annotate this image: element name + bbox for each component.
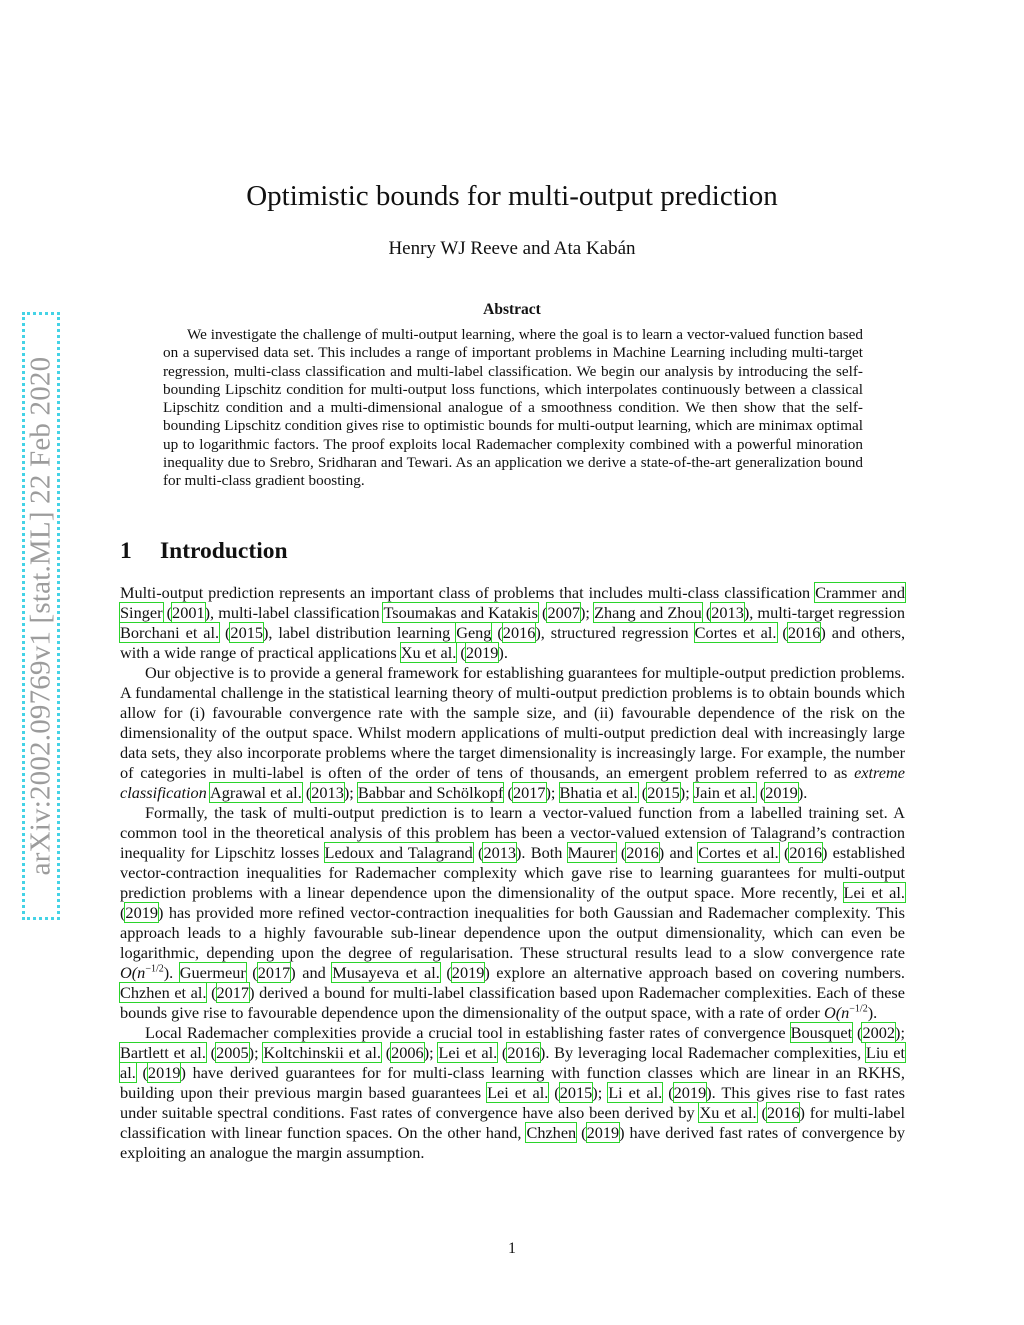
- paragraph-3: Formally, the task of multi-output prediction is to learn a vector-valued function from a labelled training set. A common tool in the theoretical analysis of this problem has been a vector-valued extension of Talagrand’s contraction inequality for Lipschitz losses Ledoux and Talagrand (2013). Both Maurer (2016) and Cortes et al. (2016) established vector-contraction inequalities for Rademacher complexity which gave rise to learning guarantees for multi-output prediction problems with a linear dependence upon the dimensionality of the output space. More recently, Lei et al. (2019) has provided more refined vector-contraction inequalities for both Gaussian and Rademacher complexity. This approach leads to a highly favourable sub-linear dependence upon the output dimensionality, which can even be logarithmic, depending upon the degree of regularisation. These structural results lead to a slow convergence rate $O(n^{-1/2})$. Guermeur (2017) and Musayeva et al. (2019) explore an alternative approach based on covering numbers. Chzhen et al. (2017) derived a bound for multi-label classification based upon Rademacher complexities. Each of these bounds give rise to favourable dependence upon the dimensionality of the output space, with a rate of order $O(n^{-1/2})$.: [120, 803, 906, 1022]
- abstract-heading: Abstract: [483, 301, 541, 318]
- citation-link[interactable]: Liu et al.: [120, 1043, 906, 1082]
- citation-link[interactable]: Bousquet: [790, 1023, 853, 1042]
- citation-year-link[interactable]: 2015: [230, 623, 263, 642]
- citation-link[interactable]: Lei et al.: [843, 883, 905, 902]
- citation-link[interactable]: Xu et al.: [699, 1103, 757, 1122]
- citation-year-link[interactable]: 2001: [172, 603, 205, 622]
- citation-year-link[interactable]: 2005: [216, 1043, 249, 1062]
- citation-year-link[interactable]: 2015: [647, 783, 680, 802]
- page-number: 1: [508, 1240, 516, 1257]
- citation-link[interactable]: Cortes et al.: [698, 843, 779, 862]
- citation-link[interactable]: Koltchinskii et al.: [263, 1043, 381, 1062]
- introduction-body: [120, 583, 905, 1163]
- citation-year-link[interactable]: 2007: [547, 603, 581, 622]
- citation-link[interactable]: Tsoumakas and Katakis: [383, 603, 538, 622]
- citation-year-link[interactable]: 2017: [216, 983, 250, 1002]
- paper-title: Optimistic bounds for multi-output prediction: [246, 180, 778, 212]
- citation-link[interactable]: Crammer and Singer: [120, 583, 905, 622]
- citation-link[interactable]: Maurer: [567, 843, 616, 862]
- citation-link[interactable]: Jain et al.: [693, 783, 756, 802]
- citation-link[interactable]: Bhatia et al.: [559, 783, 638, 802]
- math-rate: O(n: [823, 1003, 850, 1022]
- citation-year-link[interactable]: 2019: [465, 643, 499, 662]
- citation-year-link[interactable]: 2019: [765, 783, 798, 802]
- citation-link[interactable]: Borchani et al.: [120, 623, 220, 642]
- citation-year-link[interactable]: 2013: [311, 783, 344, 802]
- citation-link[interactable]: Xu et al.: [400, 643, 457, 662]
- citation-link[interactable]: Guermeur: [179, 963, 246, 982]
- citation-year-link[interactable]: 2019: [673, 1083, 707, 1102]
- citation-link[interactable]: Agrawal et al.: [210, 783, 302, 802]
- citation-year-link[interactable]: 2002: [862, 1023, 896, 1042]
- citation-year-link[interactable]: 2019: [147, 1063, 181, 1082]
- arxiv-identifier: [22, 312, 60, 920]
- citation-link[interactable]: Lei et al.: [487, 1083, 549, 1102]
- citation-link[interactable]: Bartlett et al.: [120, 1043, 206, 1062]
- citation-link[interactable]: Geng: [456, 623, 492, 642]
- citation-link[interactable]: Ledoux and Talagrand: [324, 843, 473, 862]
- citation-link[interactable]: Musayeva et al.: [332, 963, 440, 982]
- citation-link[interactable]: Chzhen et al.: [120, 983, 207, 1002]
- paper-authors: Henry WJ Reeve and Ata Kabán: [388, 238, 636, 259]
- citation-year-link[interactable]: 2016: [766, 1103, 800, 1122]
- citation-year-link[interactable]: 2017: [512, 783, 546, 802]
- section-title: Introduction: [160, 538, 288, 564]
- citation-link[interactable]: Babbar and Schölkopf: [357, 783, 504, 802]
- citation-year-link[interactable]: 2017: [257, 963, 291, 982]
- citation-year-link[interactable]: 2013: [711, 603, 744, 622]
- arxiv-identifier-text: arXiv:2002.09769v1 [stat.ML] 22 Feb 2020: [24, 356, 57, 876]
- citation-year-link[interactable]: 2019: [586, 1123, 620, 1142]
- citation-year-link[interactable]: 2016: [787, 623, 821, 642]
- citation-link[interactable]: Cortes et al.: [694, 623, 777, 642]
- citation-year-link[interactable]: 2006: [391, 1043, 424, 1062]
- paragraph-1: Multi-output prediction represents an important class of problems that includes multi-class classification Crammer and Singer (2001), multi-label classification Tsoumakas and Katakis (2007); Zhang and Zhou (2013), multi-target regression Borchani et al. (2015), label distribution learning Geng (2016), structured regression Cortes et al. (2016) and others, with a wide range of practical applications Xu et al. (2019).: [120, 583, 906, 662]
- citation-year-link[interactable]: 2016: [507, 1043, 540, 1062]
- section-number: 1: [120, 538, 132, 564]
- citation-year-link[interactable]: 2015: [559, 1083, 593, 1102]
- citation-year-link[interactable]: 2013: [483, 843, 517, 862]
- citation-year-link[interactable]: 2019: [125, 903, 158, 922]
- citation-year-link[interactable]: 2016: [502, 623, 536, 642]
- math-rate: O(n: [120, 963, 146, 982]
- section-heading: [120, 538, 288, 565]
- citation-link[interactable]: Lei et al.: [438, 1043, 498, 1062]
- citation-link[interactable]: Chzhen: [526, 1123, 577, 1142]
- citation-year-link[interactable]: 2019: [451, 963, 485, 982]
- paragraph-4: Local Rademacher complexities provide a crucial tool in establishing faster rates of convergence Bousquet (2002); Bartlett et al. (2005); Koltchinskii et al. (2006); Lei et al. (2016). By leveraging local Rademacher complexities, Liu et al. (2019) have derived guarantees for for multi-class learning with function classes which are linear in an RKHS, building upon their previous margin based guarantees Lei et al. (2015); Li et al. (2019). This gives rise to fast rates under suitable spectral conditions. Fast rates of convergence have also been derived by Xu et al. (2016) for multi-label classification with linear function spaces. On the other hand, Chzhen (2019) have derived fast rates of convergence by exploiting an analogue the margin assumption.: [120, 1023, 906, 1162]
- citation-link[interactable]: Zhang and Zhou: [594, 603, 702, 622]
- abstract-body: We investigate the challenge of multi-output learning, where the goal is to learn a vector-valued function based on a supervised data set. This includes a range of important problems in Machine Learning including multi-target regression, multi-class classification and multi-label classification. We begin our analysis by introducing the self-bounding Lipschitz condition for multi-output loss functions, which interpolates continuously between a classical Lipschitz condition and a multi-dimensional analogue of a smoothness condition. We then show that the self-bounding Lipschitz condition gives rise to optimistic bounds for multi-output learning, which are minimax optimal up to logarithmic factors. The proof exploits local Rademacher complexity combined with a powerful minoration inequality due to Srebro, Sridharan and Tewari. As an application we derive a state-of-the-art generalization bound for multi-class gradient boosting.: [163, 326, 863, 490]
- citation-link[interactable]: Li et al.: [608, 1083, 663, 1102]
- paragraph-2: Our objective is to provide a general framework for establishing guarantees for multiple-output prediction problems. A fundamental challenge in the statistical learning theory of multi-output prediction problems is to obtain bounds which allow for (i) favourable convergence rate with the sample size, and (ii) favourable dependence of the risk on the dimensionality of the output space. Whilst modern applications of multi-output prediction deal with increasingly large data sets, they also incorporate problems where the target dimensionality is increasingly large. For example, the number of categories in multi-label is often of the order of tens of thousands, an emergent problem referred to as extreme classification Agrawal et al. (2013); Babbar and Schölkopf (2017); Bhatia et al. (2015); Jain et al. (2019).: [120, 663, 905, 802]
- citation-year-link[interactable]: 2016: [789, 843, 822, 862]
- citation-year-link[interactable]: 2016: [626, 843, 659, 862]
